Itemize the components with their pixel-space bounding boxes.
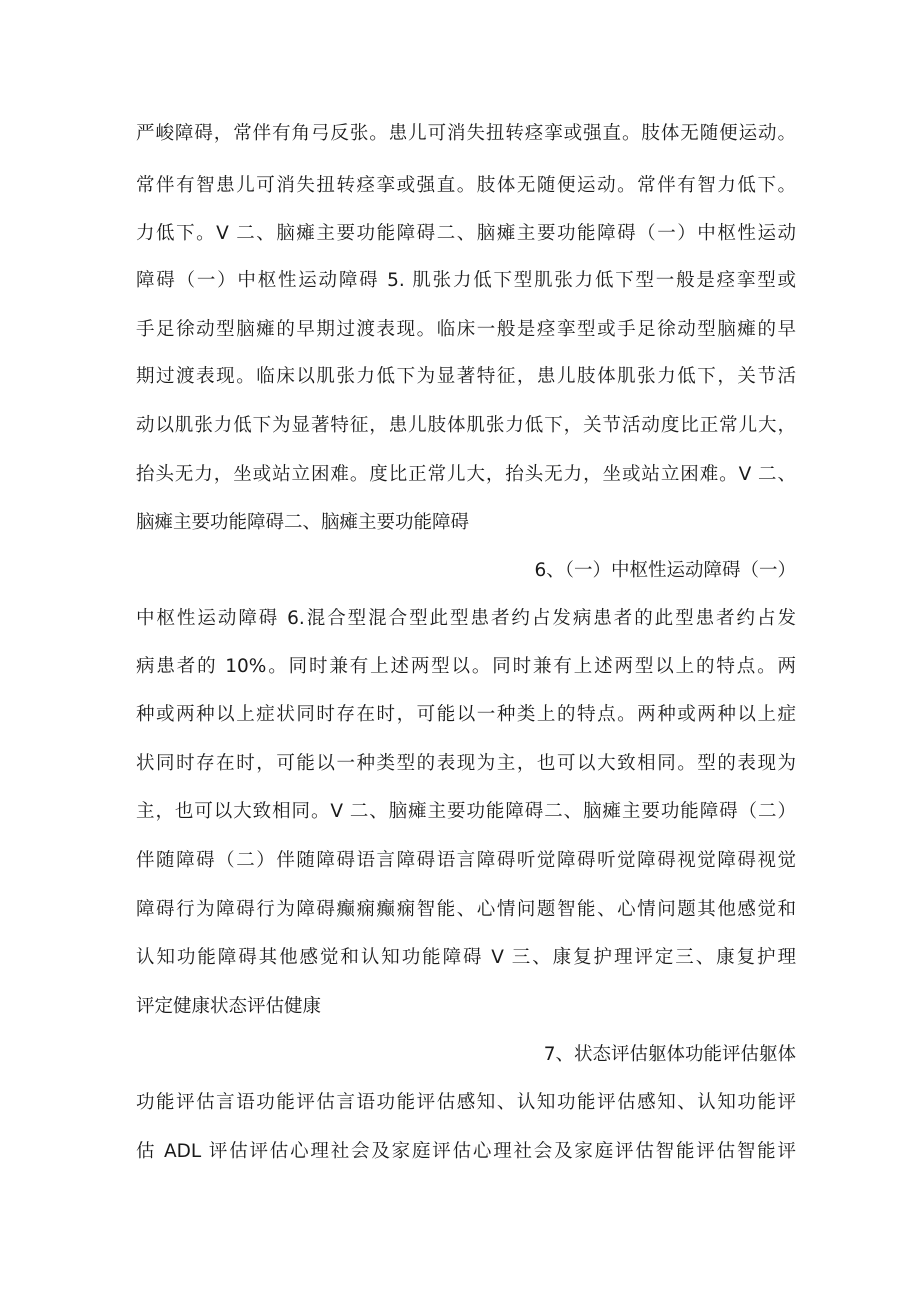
text-line: 抬头无力，坐或站立困难。度比正常儿大，抬头无力，坐或站立困难。V 二、 — [136, 464, 796, 485]
text-line: 中枢性运动障碍 6.混合型混合型此型患者约占发病患者的此型患者约占发 — [136, 608, 796, 629]
text-line: 障碍（一）中枢性运动障碍 5. 肌张力低下型肌张力低下型一般是痉挛型或 — [136, 270, 796, 291]
text-line: 功能评估言语功能评估言语功能评估感知、认知功能评估感知、认知功能评 — [136, 1092, 796, 1113]
text-line: 伴随障碍（二）伴随障碍语言障碍语言障碍听觉障碍听觉障碍视觉障碍视觉 — [136, 850, 796, 871]
text-line: 病患者的 10%。同时兼有上述两型以。同时兼有上述两型以上的特点。两 — [136, 656, 796, 677]
text-line: 常伴有智患儿可消失扭转痉挛或强直。肢体无随便运动。常伴有智力低下。 — [136, 175, 796, 196]
section-heading: 7、状态评估躯体功能评估躯体 — [543, 1044, 796, 1065]
section-heading: 6、（一）中枢性运动障碍（一） — [534, 560, 796, 581]
text-line: 主，也可以大致相同。V 二、脑瘫主要功能障碍二、脑瘫主要功能障碍（二） — [136, 801, 796, 822]
text-line: 种或两种以上症状同时存在时，可能以一种类上的特点。两种或两种以上症 — [136, 704, 796, 725]
text-line: 动以肌张力低下为显著特征，患儿肢体肌张力低下，关节活动度比正常儿大， — [136, 415, 796, 436]
text-line: 脑瘫主要功能障碍二、脑瘫主要功能障碍 — [136, 512, 470, 533]
text-line: 认知功能障碍其他感觉和认知功能障碍 V 三、康复护理评定三、康复护理 — [136, 947, 796, 968]
text-line: 手足徐动型脑瘫的早期过渡表现。临床一般是痉挛型或手足徐动型脑瘫的早 — [136, 319, 796, 340]
text-line: 状同时存在时，可能以一种类型的表现为主，也可以大致相同。型的表现为 — [136, 753, 796, 774]
text-line: 障碍行为障碍行为障碍癫痫癫痫智能、心情问题智能、心情问题其他感觉和 — [136, 899, 796, 920]
text-line: 评定健康状态评估健康 — [136, 996, 322, 1017]
text-line: 估 ADL 评估评估心理社会及家庭评估心理社会及家庭评估智能评估智能评 — [136, 1141, 796, 1162]
text-line: 严峻障碍，常伴有角弓反张。患儿可消失扭转痉挛或强直。肢体无随便运动。 — [136, 123, 796, 144]
text-line: 期过渡表现。临床以肌张力低下为显著特征，患儿肢体肌张力低下，关节活 — [136, 366, 796, 387]
text-line: 力低下。V 二、脑瘫主要功能障碍二、脑瘫主要功能障碍（一）中枢性运动 — [136, 223, 796, 244]
